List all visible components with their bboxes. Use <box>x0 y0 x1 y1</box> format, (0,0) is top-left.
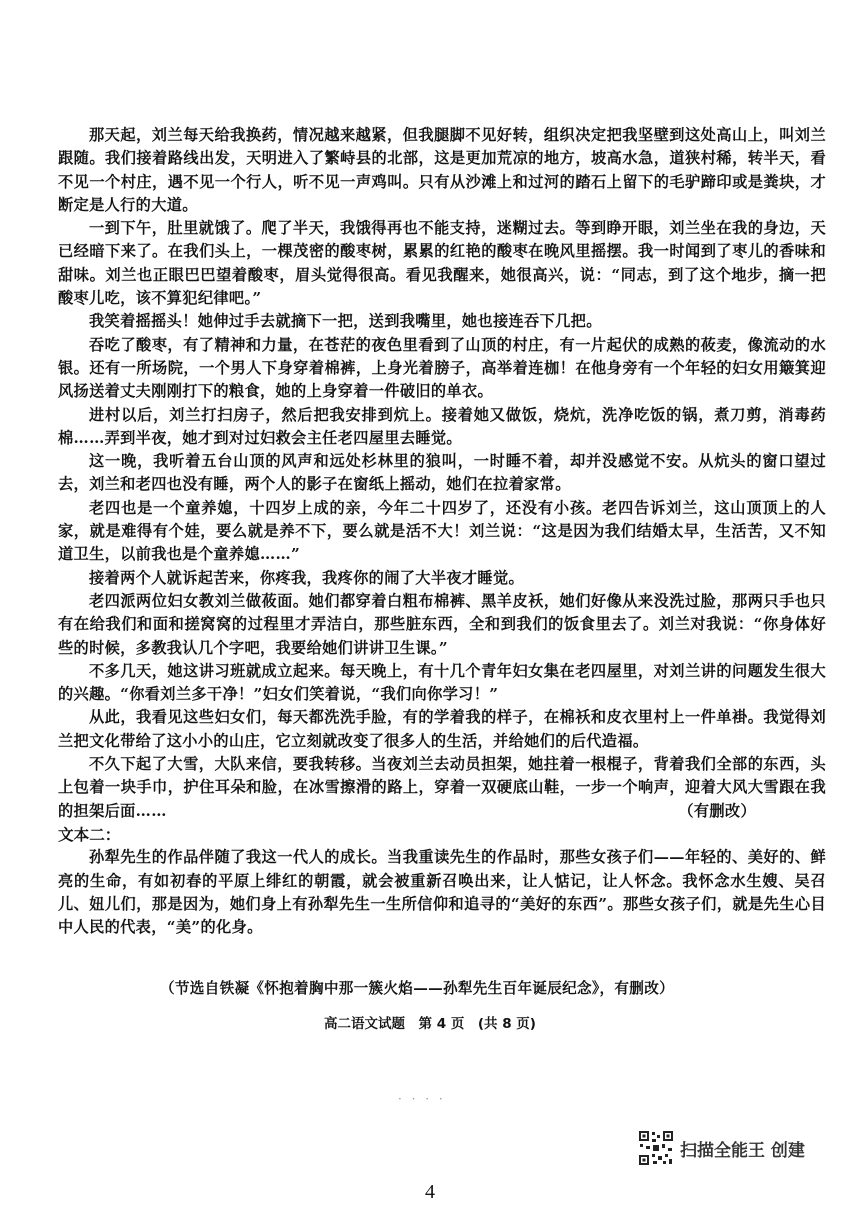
paragraph-12-text: 不久下起了大雪，大队来信，要我转移。当夜刘兰去动员担架，她拄着一根棍子，背着我们全部的东西，头上包着一块手巾，护住耳朵和脸，在冰雪擦滑的路上，穿着一双硬底山鞋，一步一个响声，迎着大风大雪跟在我的担架后面…… <box>58 755 826 820</box>
text-two-paragraph: 孙犁先生的作品伴随了我这一代人的成长。当我重读先生的作品时，那些女孩子们——年轻的、美好的、鲜亮的生命，有如初春的平原上绯红的朝霞，就会被重新召唤出来，让人惦记，让人怀念。我怀念水生嫂、吴召儿、妞儿们，那是因为，她们身上有孙犁先生一生所信仰和追寻的“美好的东西”。那些女孩子们，就是先生心目中人民的代表，“美”的化身。 <box>58 848 826 937</box>
page-number: 4 <box>425 1181 435 1203</box>
paragraph-4: 吞吃了酸枣，有了精神和力量，在苍茫的夜色里看到了山顶的村庄，有一片起伏的成熟的莜麦，像流动的水银。还有一所场院，一个男人下身穿着棉裤，上身光着膀子，高举着连枷！在他身旁有一个年轻的妇女用簸箕迎风扬送着丈夫刚刚打下的粮食，她的上身穿着一件破旧的单衣。 <box>58 335 826 401</box>
paragraph-1: 那天起，刘兰每天给我换药，情况越来越紧，但我腿脚不见好转，组织决定把我坚壁到这处高山上，叫刘兰跟随。我们接着路线出发，天明进入了繁峙县的北部，这是更加荒凉的地方，坡高水急，道狭村稀，转半天，看不见一个村庄，遇不见一个行人，听不见一声鸡叫。只有从沙滩上和过河的踏石上留下的毛驴蹄印或是粪块，才断定是人行的大道。 <box>58 126 826 214</box>
paragraph-6: 这一晚，我听着五台山顶的风声和远处杉林里的狼叫，一时睡不着，却并没感觉不安。从炕头的窗口望过去，刘兰和老四也没有睡，两个人的影子在窗纸上摇动，她们在拉着家常。 <box>58 452 826 494</box>
paragraph-2: 一到下午，肚里就饿了。爬了半天，我饿得再也不能支持，迷糊过去。等到睁开眼，刘兰坐在我的身边，天已经暗下来了。在我们头上，一棵茂密的酸枣树，累累的红艳的酸枣在晚风里摇摆。我一时闻到了枣儿的香味和甜味。刘兰也正眼巴巴望着酸枣，眉头觉得很高。看见我醒来，她很高兴，说：“同志，到了这个地步，摘一把酸枣儿吃，该不算犯纪律吧。” <box>58 219 826 308</box>
paragraph-11: 从此，我看见这些妇女们，每天都洗洗手脸，有的学着我的样子，在棉袄和皮衣里村上一件单褂。我觉得刘兰把文化带给了这小小的山庄，它立刻就改变了很多人的生活，并给她们的后代造福。 <box>58 708 826 750</box>
paragraph-10: 不多几天，她这讲习班就成立起来。每天晚上，有十几个青年妇女集在老四屋里，对刘兰讲的问题发生很大的兴趣。“你看刘兰多干净！”妇女们笑着说，“我们向你学习！” <box>58 661 826 704</box>
paragraph-8: 接着两个人就诉起苦来，你疼我，我疼你的闹了大半夜才睡觉。 <box>89 568 525 587</box>
paragraph-7: 老四也是一个童养媳，十四岁上成的亲，今年二十四岁了，还没有小孩。老四告诉刘兰，这山顶顶上的人家，就是难得有个娃，要么就是养不下，要么就是活不大！刘兰说：“这是因为我们结婚太早，生活苦，又不知道卫生，以前我也是个童养媳……” <box>58 498 826 564</box>
paragraph-5: 进村以后，刘兰打扫房子，然后把我安排到炕上。接着她又做饭，烧炕，洗净吃饭的锅，煮刀剪，消毒药棉……弄到半夜，她才到对过妇救会主任老四屋里去睡觉。 <box>58 405 826 447</box>
paragraph-3: 我笑着摇摇头！她伸过手去就摘下一把，送到我嘴里，她也接连吞下几把。 <box>89 312 602 331</box>
paragraph-12 <box>58 753 826 823</box>
paragraph-9: 老四派两位妇女教刘兰做莜面。她们都穿着白粗布棉裤、黑羊皮袄，她们好像从来没洗过脸，那两只手也只有在给我们和面和搓窝窝的过程里才弄洁白，那些脏东西，全和到我们的饭食里去了。刘兰对我说：“你身体好些的时候，多教我认几个字吧，我要给她们讲讲卫生课。” <box>58 591 826 657</box>
scan-dots: · · · · <box>398 1092 446 1106</box>
qr-code-icon <box>638 1130 674 1166</box>
source-citation: （节选自铁凝《怀抱着胸中那一簇火焰——孙犁先生百年诞辰纪念》，有删改） <box>160 980 674 997</box>
article-body <box>58 124 826 939</box>
section-heading-text-two: 文本二： <box>58 824 121 844</box>
edit-note: （有删改） <box>678 801 756 820</box>
scanner-watermark <box>638 1130 805 1166</box>
page-footer: 高二语文试题 第 4 页 (共 8 页) <box>324 1016 536 1032</box>
scanner-label: 扫描全能王 创建 <box>680 1140 805 1161</box>
